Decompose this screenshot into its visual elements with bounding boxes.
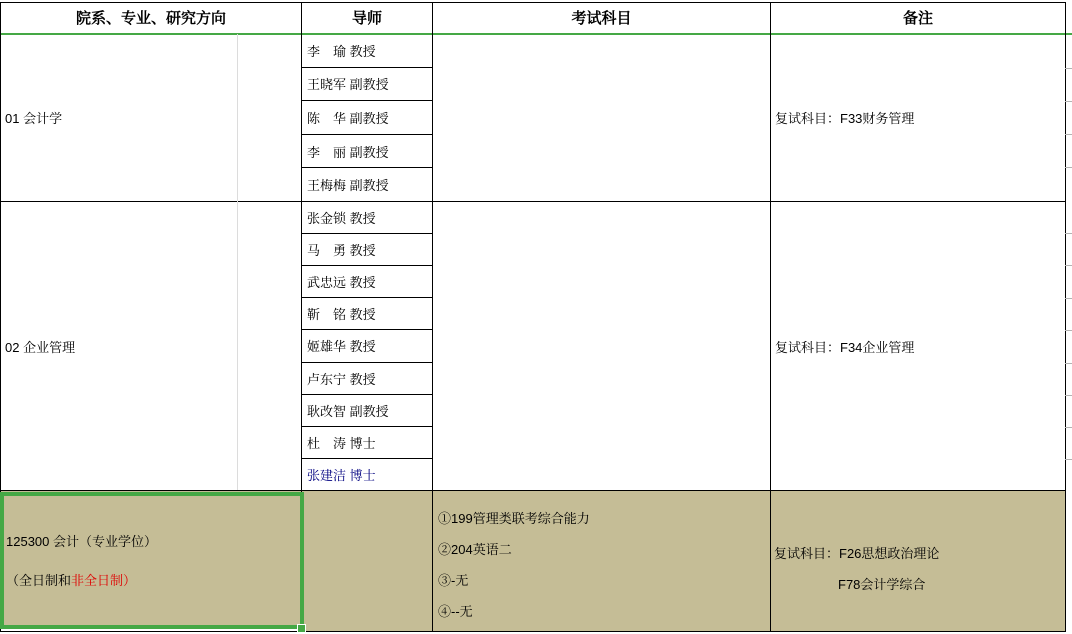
cell-text: ③-无 — [438, 572, 469, 588]
table-bottom-border — [0, 631, 1065, 632]
advisor-cell[interactable] — [302, 330, 432, 362]
header-program-column — [1, 2, 301, 33]
header-advisor-label: 导师 — [351, 10, 382, 27]
advisor-cell[interactable] — [302, 101, 432, 135]
group2-bottom-border — [0, 490, 1065, 491]
cell-text: 耿改智 副教授 — [307, 403, 389, 419]
cell-advisor-125300-empty[interactable] — [302, 491, 432, 631]
advisor-cell[interactable] — [302, 395, 432, 427]
cell-text: ④--无 — [438, 603, 473, 619]
header-exam-label: 考试科目 — [571, 10, 632, 27]
remark-125300-line1: 复试科目：F26思想政治理论 — [774, 546, 940, 561]
gridline-stub — [1065, 101, 1072, 102]
gridline-stub — [1065, 298, 1072, 299]
advisor-cell[interactable] — [302, 298, 432, 330]
table-right-border — [1065, 2, 1066, 632]
col-border-2 — [432, 2, 433, 632]
cell-program-01[interactable] — [1, 34, 301, 201]
advisor-cell[interactable] — [302, 363, 432, 395]
table-top-border — [0, 2, 1065, 3]
header-advisor-column — [302, 2, 432, 33]
cell-text: 卢东宁 教授 — [307, 371, 376, 387]
cell-text: 杜 涛 博士 — [307, 435, 376, 451]
exam-subject-line[interactable] — [438, 533, 512, 564]
cell-text: 张金锁 教授 — [307, 211, 376, 227]
gridline-stub — [1065, 134, 1072, 135]
cell-selection-border[interactable] — [0, 492, 304, 629]
cell-text: 王梅梅 副教授 — [307, 178, 389, 194]
cell-program-02[interactable] — [1, 202, 301, 490]
exam-subject-line[interactable] — [438, 595, 473, 626]
cell-exam-02-empty[interactable] — [433, 202, 770, 490]
cell-text: 马 勇 教授 — [307, 243, 376, 259]
cell-text: 武忠远 教授 — [307, 275, 376, 291]
frozen-pane-green-line — [0, 33, 1072, 35]
cell-text: 靳 铭 教授 — [307, 307, 376, 323]
cell-text: 李 瑜 教授 — [307, 43, 376, 59]
remark-02-text: 复试科目：F34企业管理 — [775, 339, 915, 355]
group1-bottom-border — [0, 201, 1065, 202]
advisor-list-accounting — [302, 34, 432, 201]
cell-text: 李 丽 副教授 — [307, 144, 389, 160]
gridline-stub — [1065, 265, 1072, 266]
advisor-cell[interactable] — [302, 34, 432, 68]
remark-01-text: 复试科目：F33财务管理 — [775, 111, 915, 126]
program-125300-line1: 125300 会计（专业学位） — [6, 533, 157, 549]
gridline-stub — [1065, 459, 1072, 460]
exam-subject-line[interactable] — [438, 502, 590, 533]
col-border-3 — [770, 2, 771, 632]
cell-remark-01[interactable] — [771, 34, 1065, 201]
program-02-label: 02 企业管理 — [5, 339, 76, 355]
fulltime-text: （全日制和 — [6, 572, 72, 588]
advisor-cell[interactable] — [302, 68, 432, 102]
cell-text: 姬雄华 教授 — [307, 339, 376, 355]
cell-text: ①199管理类联考综合能力 — [438, 510, 590, 526]
cell-text: 王晓军 副教授 — [307, 77, 389, 93]
gridline-stub — [1065, 427, 1072, 428]
header-program-label: 院系、专业、研究方向 — [75, 10, 226, 27]
advisor-cell[interactable] — [302, 202, 432, 234]
cell-exam-125300[interactable] — [433, 491, 770, 631]
gridline-stub — [1065, 363, 1072, 364]
cell-text: 陈 华 副教授 — [307, 110, 389, 126]
cell-remark-02[interactable] — [771, 202, 1065, 490]
header-remark-label: 备注 — [902, 10, 933, 27]
advisor-cell[interactable] — [302, 266, 432, 298]
cell-text: ②204英语二 — [438, 541, 512, 557]
cell-text: 张建洁 博士 — [307, 467, 376, 483]
cell-exam-01-empty[interactable] — [433, 34, 770, 201]
cell-remark-125300[interactable] — [771, 491, 1065, 631]
advisor-list-enterprise — [302, 202, 432, 490]
exam-subject-line[interactable] — [438, 564, 468, 595]
advisor-cell[interactable] — [302, 427, 432, 459]
header-exam-column — [433, 2, 770, 33]
advisor-cell[interactable] — [302, 168, 432, 201]
advisor-cell[interactable] — [302, 135, 432, 169]
parttime-highlight-text: 非全日制） — [71, 572, 137, 588]
program-01-label: 01 会计学 — [5, 111, 63, 126]
selection-fill-handle[interactable] — [297, 624, 306, 633]
faint-gridline — [237, 34, 238, 490]
remark-125300-line2: F78会计学综合 — [838, 577, 926, 592]
header-remark-column — [771, 2, 1065, 33]
gridline-stub — [1065, 330, 1072, 331]
gridline-stub — [1065, 395, 1072, 396]
advisor-cell[interactable] — [302, 234, 432, 266]
gridline-stub — [1065, 233, 1072, 234]
advisor-cell[interactable] — [302, 459, 432, 490]
gridline-stub — [1065, 167, 1072, 168]
gridline-stub — [1065, 68, 1072, 69]
